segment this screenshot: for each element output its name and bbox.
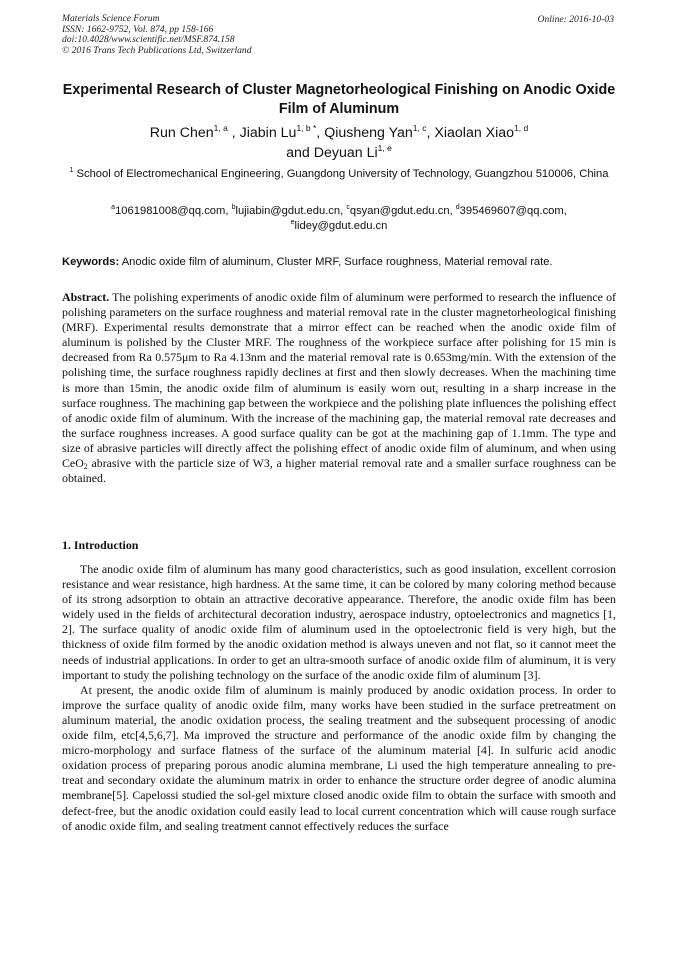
body-paragraph: The anodic oxide film of aluminum has many good characteristics, such as good insulation, excellent corrosion resistance and wear resistance, high hardness. At the same time, it can be colored by many coloring method because of its strong adsorption to obtain an attractive decorative appearance. Therefore, the anodic oxide film has been widely used in the fields of architectural decoration industry, aerospace industry, optoelectronics and magnetics [1, 2]. The surface quality of anodic oxide film of aluminum used in the optoelectronic field is very high, but the thickness of oxide film formed by the anodic oxidation method is always uneven and not flat, so it cannot meet the needs of industrial applications. In order to get an ultra-smooth surface of anodic oxide film of aluminum, it is very important to study the polishing technology on the surface of the anodic oxide film of aluminum [3]. xyxy=(62,562,616,682)
abstract xyxy=(62,290,616,486)
paper-title: Experimental Research of Cluster Magnetorheological Finishing on Anodic Oxide Film of Aluminum xyxy=(62,82,616,117)
journal-header xyxy=(62,14,252,56)
email-sup: a xyxy=(111,204,116,211)
affiliation xyxy=(62,167,616,183)
online-date: Online: 2016-10-03 xyxy=(537,14,614,25)
author-sup: 1, c xyxy=(412,123,427,133)
author-separator: , xyxy=(426,125,435,141)
affiliation-sup: 1 xyxy=(69,167,74,174)
abstract-label: Abstract. xyxy=(62,290,110,304)
email-address[interactable]: lujiabin@gdut.edu.cn xyxy=(235,205,341,217)
email-address[interactable]: lidey@gdut.edu.cn xyxy=(294,220,388,232)
issn-line: ISSN: 1662-9752, Vol. 874, pp 158-166 xyxy=(62,23,214,35)
keywords-label: Keywords: xyxy=(62,256,120,268)
author-name: Run Chen xyxy=(149,125,214,141)
email-sup: b xyxy=(231,204,236,211)
journal-name: Materials Science Forum xyxy=(62,13,160,24)
abstract-paragraph xyxy=(62,290,616,486)
abstract-subscript: 2 xyxy=(83,462,88,472)
author-sup: 1, d xyxy=(514,123,529,133)
author-name: Jiabin Lu xyxy=(239,125,297,141)
author-sup: 1, a xyxy=(213,123,228,133)
author-list xyxy=(62,123,616,163)
author-name: Xiaolan Xiao xyxy=(434,125,515,141)
keywords-text: Anodic oxide film of aluminum, Cluster MRF, Surface roughness, Material removal rate. xyxy=(121,256,553,268)
email-sup: c xyxy=(346,204,350,211)
abstract-text-end: abrasive with the particle size of W3, a higher material removal rate and a smaller surface roughness can be obtained. xyxy=(62,456,616,486)
author-separator: , xyxy=(227,125,240,141)
author-sup: 1, e xyxy=(377,143,392,153)
body-paragraph: At present, the anodic oxide film of aluminum is mainly produced by anodic oxidation process. In order to improve the surface quality of anodic oxide film, many works have been studied in the surface pretreatment on aluminum material, the anodic oxidation process, the sealing treatment and the subsequent processing of anodic oxide film, etc[4,5,6,7]. Ma improved the structure and performance of the anodic oxide film by changing the micro-morphology and surface flatness of the surface of the aluminum material [4]. In sulfuric acid anodic oxidation process of preparing porous anodic alumina membrane, Li used the high temperature annealing to pre-treat and secondary oxidate the aluminum matrix in order to enhance the structure order degree of anodic alumina membrane[5]. Capelossi studied the sol-gel mixture closed anodic oxide film to obtain the surface with smooth and defect-free, but the anodic oxidation could easily lead to local current concentration which will cause rough surface of anodic oxide film, and sealing treatment cannot effectively reduces the surface xyxy=(62,682,616,833)
email-address[interactable]: qsyan@gdut.edu.cn xyxy=(349,205,450,217)
email-sup: e xyxy=(290,219,295,226)
author-separator: and xyxy=(286,145,314,161)
section-heading-introduction: 1. Introduction xyxy=(62,538,139,552)
abstract-text: The polishing experiments of anodic oxide film of aluminum were performed to research the influence of polishing parameters on the surface roughness and material removal rate in the cluster magnetorheological finishing (MRF). Experimental results demonstrate that a mirror effect can be reached when the anodic oxide film of aluminum is polished by the Cluster MRF. The roughness of the workpiece surface after polishing for 15 min is decreased from Ra 0.575μm to Ra 4.13nm and the material removal rate is 0.653mg/min. With the extension of the polishing time, the surface roughness rapidly declines at first and then slowly decreases. When the machining time is more than 15min, the anodic oxide film of aluminum is easily worn out, resulting in a sharp increase in the surface roughness. The machining gap between the workpiece and the polishing plate influences the polishing effect of anodic oxide film of aluminum. With the increase of the machining gap, the material removal rate decreases and the surface roughness increases. A good surface quality can be got at the machining gap of 1.1mm. The type and size of abrasive particles will directly affect the polishing effect of anodic oxide film of aluminum, and when using CeO xyxy=(62,290,616,471)
copyright-line: © 2016 Trans Tech Publications Ltd, Switzerland xyxy=(62,44,252,56)
affiliation-text: School of Electromechanical Engineering, Guangdong University of Technology, Guangzhou 510006, China xyxy=(76,168,609,180)
author-name: Qiusheng Yan xyxy=(324,125,413,141)
doi-line[interactable]: doi:10.4028/www.scientific.net/MSF.874.158 xyxy=(62,34,235,46)
author-separator: , xyxy=(316,125,325,141)
email-address[interactable]: 1061981008@qq.com xyxy=(115,205,226,217)
email-sup: d xyxy=(455,204,460,211)
author-sup: 1, b * xyxy=(296,123,317,133)
email-list: $^a$1061981008@qq.com, $^b$lujiabin@gdut.edu.cn, $^c$qsyan@gdut.edu.cn, $^d$395469607@qq.com, $^e$lidey@gdut.edu.cn xyxy=(111,204,567,232)
keywords xyxy=(62,255,616,269)
author-name: Deyuan Li xyxy=(313,145,378,161)
introduction-body xyxy=(62,562,616,834)
email-address[interactable]: 395469607@qq.com xyxy=(459,205,564,217)
